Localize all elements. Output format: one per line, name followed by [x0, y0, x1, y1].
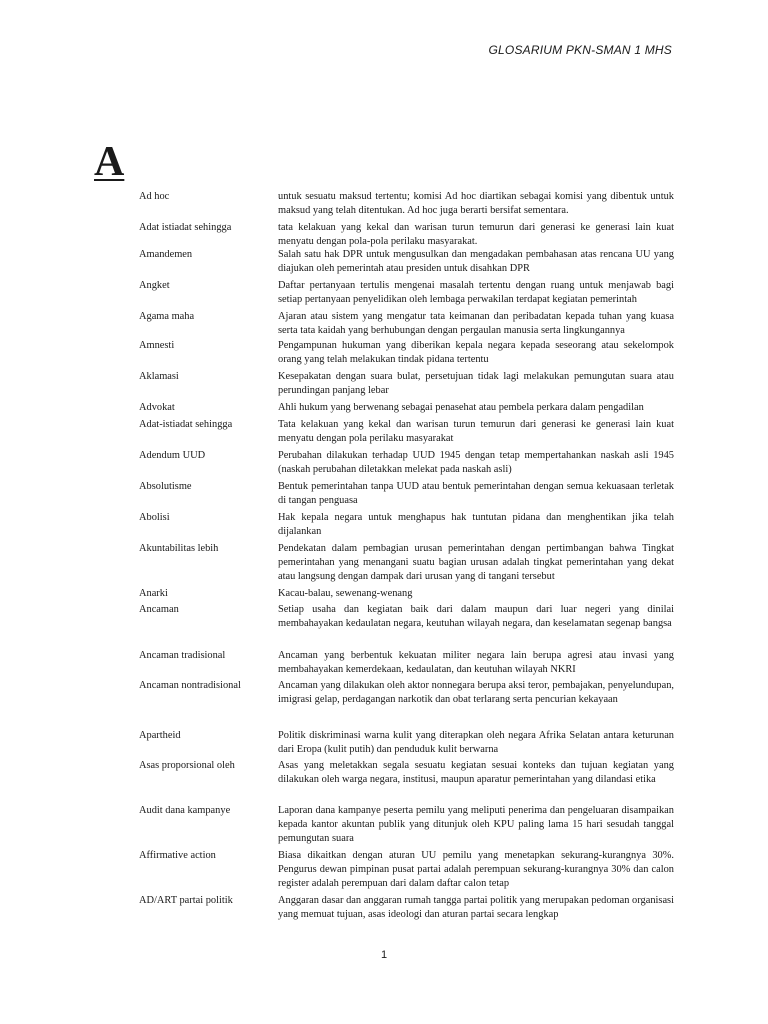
glossary-term: Akuntabilitas lebih	[139, 543, 219, 554]
glossary-entry	[139, 418, 674, 449]
glossary-entry	[139, 542, 674, 587]
glossary-definition: Ajaran atau sistem yang mengatur tata keimanan dan peribadatan kepada tuhan yang kuasa serta tata kaidah yang berhubungan dengan pergaulan manusia serta lingkungannya	[278, 311, 674, 336]
glossary-entry	[139, 894, 674, 924]
glossary-entry	[139, 603, 674, 649]
glossary-entry	[139, 190, 674, 221]
glossary-definition: Hak kepala negara untuk menghapus hak tuntutan pidana dan menghentikan jika telah dijalankan	[278, 512, 674, 537]
glossary-term: Adat-istiadat sehingga	[139, 419, 233, 430]
glossary-term: AD/ART partai politik	[139, 895, 233, 906]
glossary-definition: Biasa dikaitkan dengan aturan UU pemilu yang menetapkan sekurang-kurangnya 30%. Pengurus dewan pimpinan pusat partai adalah perempuan sekurang-kurangnya 30% dan calon register adalah perempuan dari dalam daftar calon tetap	[278, 850, 674, 889]
glossary-entry	[139, 449, 674, 480]
glossary-entry	[139, 221, 674, 248]
glossary-term: Anarki	[139, 588, 168, 599]
glossary-term: Amandemen	[139, 249, 193, 260]
glossary-entry	[139, 587, 674, 603]
glossary-definition: untuk sesuatu maksud tertentu; komisi Ad hoc diartikan sebagai komisi yang dibentuk untuk maksud yang telah ditentukan. Ad hoc juga berarti bersifat sementara.	[278, 191, 674, 216]
glossary-term: Asas proporsional oleh	[139, 760, 235, 771]
glossary-definition: Setiap usaha dan kegiatan baik dari dalam maupun dari luar negeri yang dinilai membahayakan kedaulatan negara, keutuhan wilayah negara, dan keselamatan segenap bangsa	[278, 604, 674, 629]
glossary-term: Adendum UUD	[139, 450, 206, 461]
glossary-term: Ancaman tradisional	[139, 650, 226, 661]
glossary-definition: Asas yang meletakkan segala sesuatu kegiatan sesuai konteks dan tujuan kegiatan yang dilakukan oleh warga negara, institusi, maupun aparatur pemerintahan yang dilandasi etika	[278, 760, 674, 785]
glossary-definition: tata kelakuan yang kekal dan warisan turun temurun dari generasi ke generasi lain kuat menyatu dengan pola-pola perilaku masyarakat.	[278, 222, 674, 247]
glossary-entry	[139, 279, 674, 310]
glossary-definition: Daftar pertanyaan tertulis mengenai masalah tertentu dengan ruang untuk menjawab bagi setiap pertanyaan penyelidikan oleh lembaga perwakilan terdapat kegiatan pemerintah	[278, 280, 674, 305]
glossary-definition: Ancaman yang dilakukan oleh aktor nonnegara berupa aksi teror, pembajakan, penyelundupan, imigrasi gelap, perdagangan narkotik dan obat terlarang serta pencurian kekayaan	[278, 680, 674, 705]
glossary-definition: Salah satu hak DPR untuk mengusulkan dan mengadakan pembahasan atas rencana UU yang diajukan oleh pemerintah atau presiden untuk disahkan DPR	[278, 249, 674, 274]
glossary-entry	[139, 679, 674, 729]
glossary-definition: Pendekatan dalam pembagian urusan pemerintahan dengan pertimbangan bahwa Tingkat pemerintahan yang menangani suatu bagian urusan adalah tingkat pemerintahan yang dekat atau langsung dengan dampak dari urusan yang di tangani tersebut	[278, 543, 674, 582]
glossary-term: Ad hoc	[139, 191, 170, 202]
glossary-definition: Kacau-balau, sewenang-wenang	[278, 588, 413, 599]
glossary-term: Apartheid	[139, 730, 181, 741]
glossary-entry	[139, 729, 674, 759]
glossary-entry	[139, 849, 674, 894]
glossary-term: Absolutisme	[139, 481, 192, 492]
glossary-entry	[139, 401, 674, 418]
glossary-definition: Perubahan dilakukan terhadap UUD 1945 dengan tetap mempertahankan naskah asli 1945 (naskah perubahan diletakkan melekat pada naskah asli)	[278, 450, 674, 475]
glossary-term: Angket	[139, 280, 170, 291]
running-header: GLOSARIUM PKN-SMAN 1 MHS	[488, 43, 672, 57]
glossary-term: Ancaman	[139, 604, 179, 615]
glossary-term: Aklamasi	[139, 371, 179, 382]
glossary-definition: Bentuk pemerintahan tanpa UUD atau bentuk pemerintahan dengan semua kekuasaan terletak di tangan penguasa	[278, 481, 674, 506]
glossary-list	[139, 190, 674, 924]
glossary-definition: Politik diskriminasi warna kulit yang diterapkan oleh negara Afrika Selatan antara keturunan dari Eropa (kulit putih) dan penduduk kulit berwarna	[278, 730, 674, 755]
page-number: 1	[380, 949, 388, 961]
glossary-term: Abolisi	[139, 512, 170, 523]
glossary-entry	[139, 804, 674, 849]
glossary-definition: Laporan dana kampanye peserta pemilu yang meliputi penerima dan pengeluaran disampaikan kepada kantor akuntan publik yang ditunjuk oleh KPU paling lama 15 hari sesudah tanggal pemungutan suara	[278, 805, 674, 844]
glossary-entry	[139, 480, 674, 511]
section-letter: A	[94, 139, 125, 185]
glossary-term: Adat istiadat sehingga	[139, 222, 232, 233]
glossary-term: Amnesti	[139, 340, 175, 351]
glossary-definition: Ahli hukum yang berwenang sebagai penasehat atau pembela perkara dalam pengadilan	[278, 402, 644, 413]
glossary-term: Audit dana kampanye	[139, 805, 231, 816]
glossary-entry	[139, 759, 674, 804]
glossary-term: Advokat	[139, 402, 175, 413]
glossary-definition: Tata kelakuan yang kekal dan warisan turun temurun dari generasi ke generasi lain kuat menyatu dengan pola perilaku masyarakat	[278, 419, 674, 444]
glossary-definition: Kesepakatan dengan suara bulat, persetujuan tidak lagi melakukan pemungutan suara atau perundingan panjang lebar	[278, 371, 674, 396]
glossary-term: Affirmative action	[139, 850, 216, 861]
glossary-entry	[139, 649, 674, 679]
glossary-entry	[139, 370, 674, 401]
glossary-entry	[139, 511, 674, 542]
glossary-definition: Anggaran dasar dan anggaran rumah tangga partai politik yang merupakan pedoman organisasi yang memuat tujuan, asas ideologi dan aturan partai secara lengkap	[278, 895, 674, 920]
glossary-entry	[139, 339, 674, 370]
glossary-term: Agama maha	[139, 311, 195, 322]
glossary-definition: Pengampunan hukuman yang diberikan kepala negara kepada seseorang atau sekelompok orang yang telah melakukan tindak pidana tertentu	[278, 340, 674, 365]
glossary-term: Ancaman nontradisional	[139, 680, 241, 691]
glossary-entry	[139, 310, 674, 339]
glossary-definition: Ancaman yang berbentuk kekuatan militer negara lain berupa agresi atau invasi yang membahayakan kemerdekaan, kedaulatan, dan keutuhan wilayah NKRI	[278, 650, 674, 675]
glossary-entry	[139, 248, 674, 279]
